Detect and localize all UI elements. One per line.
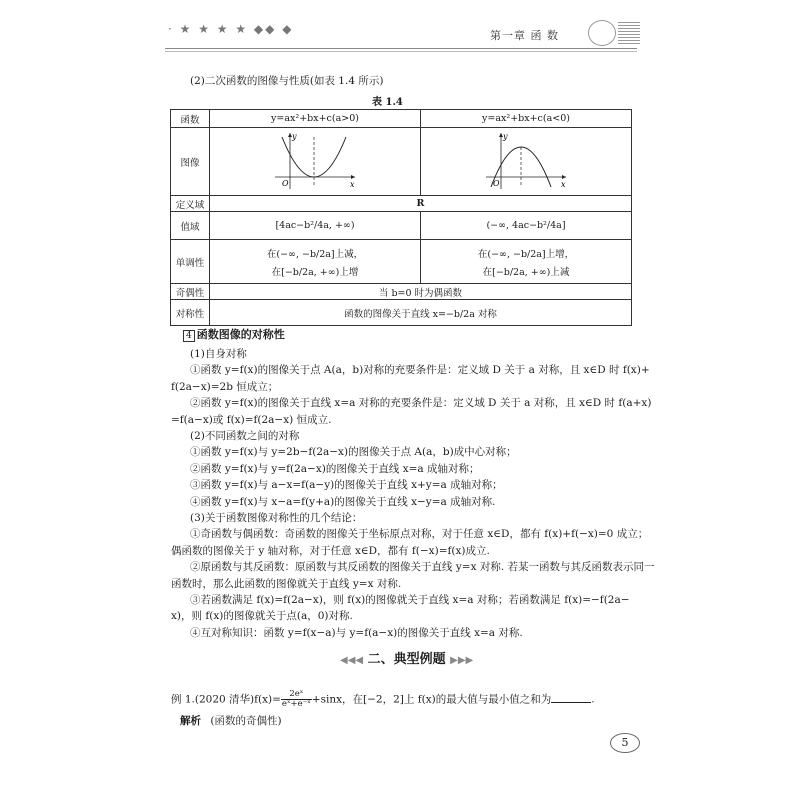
- analysis: [180, 713, 282, 728]
- row-label-range: 值域: [171, 212, 210, 240]
- graph-upward-parabola: [210, 128, 421, 196]
- row-label-graph: 图像: [171, 128, 210, 196]
- answer-blank[interactable]: [551, 702, 591, 703]
- fraction-numerator: 2eˣ: [281, 690, 312, 700]
- line-inverse-1: ②原函数与其反函数：原函数与其反函数的图像关于直线 y=x 对称. 若某一函数与其反函数表示同一: [190, 561, 655, 574]
- line-inverse-2: 函数时，那么此函数的图像就关于直线 y=x 对称.: [171, 577, 402, 590]
- line-self-symmetry: (1)自身对称: [190, 348, 247, 360]
- col-head-a-positive: y=ax²+bx+c(a>0): [210, 110, 421, 128]
- example-suffix: +sinx，在[−2，2]上 f(x)的最大值与最小值之和为: [311, 693, 552, 706]
- quadratic-table: [170, 109, 632, 326]
- line-axis-symmetry-1: ②函数 y=f(x)的图像关于直线 x=a 对称的充要条件是：定义域 D 关于 a 对称，且 x∈D 时 f(a+x): [190, 397, 652, 410]
- mono-left-line-1: 在(−∞, −b/2a]上减，: [266, 248, 364, 260]
- mono-a-negative: [421, 240, 632, 284]
- line-odd-even-1: ①奇函数与偶函数：奇函数的图像关于坐标原点对称，对于任意 x∈D，都有 f(x)+f(−x)=0 成立；: [190, 528, 649, 541]
- ornament-right: ▶▶▶: [450, 655, 474, 666]
- part-two-title: [340, 648, 473, 667]
- axis-y-label: y: [292, 132, 297, 141]
- origin-label: O: [282, 179, 289, 188]
- page-number: 5: [610, 733, 640, 753]
- line-between-2: ②函数 y=f(x)与 y=f(2a−x)的图像关于直线 x=a 成轴对称；: [190, 462, 480, 475]
- col-head-a-negative: y=ax²+bx+c(a<0): [421, 110, 632, 128]
- line-between-functions: (2)不同函数之间的对称: [190, 430, 300, 442]
- row-label-monotonicity: 单调性: [171, 240, 210, 284]
- origin-label: O: [493, 179, 500, 188]
- domain-value: R: [210, 196, 632, 212]
- chapter-title: 第一章 函 数: [490, 29, 559, 42]
- line-condition-2: x)，则 f(x)的图像就关于点(a，0)对称.: [171, 610, 353, 623]
- header-rule-2: [165, 51, 637, 52]
- line-between-1: ①函数 y=f(x)与 y=2b−f(2a−x)的图像关于点 A(a，b)成中心对称；: [190, 446, 517, 459]
- intro-text: (2)二次函数的图像与性质(如表 1.4 所示): [190, 75, 384, 87]
- table-caption: 表 1.4: [372, 97, 403, 108]
- line-between-4: ④函数 y=f(x)与 x−a=f(y+a)的图像关于直线 x−y=a 成轴对称.: [190, 495, 496, 508]
- range-a-negative: (−∞, 4ac−b²/4a]: [421, 212, 632, 240]
- parity-value: 当 b=0 时为偶函数: [210, 284, 632, 300]
- example-end: .: [591, 693, 595, 706]
- analysis-label: 解析: [180, 715, 201, 727]
- graph-downward-parabola: [421, 128, 632, 196]
- example-fraction: [281, 690, 312, 709]
- section-title: 函数图像的对称性: [196, 328, 285, 341]
- example-1: [171, 690, 595, 709]
- symmetry-value: 函数的图像关于直线 x=−b/2a 对称: [210, 300, 632, 326]
- mono-right-line-2: 在[−b/2a, +∞)上减: [482, 266, 570, 278]
- row-label-domain: 定义域: [171, 196, 210, 212]
- line-condition-1: ③若函数满足 f(x)=f(2a−x)，则 f(x)的图像就关于直线 x=a 对称；若函数满足 f(x)=−f(2a−: [190, 594, 630, 606]
- section-heading: [183, 326, 285, 342]
- line-axis-symmetry-2: =f(a−x)或 f(x)=f(2a−x) 恒成立.: [171, 413, 332, 426]
- mono-right-line-1: 在(−∞, −b/2a]上增，: [477, 248, 575, 260]
- section-number: 4: [183, 330, 195, 342]
- line-odd-even-2: 偶函数的图像关于 y 轴对称，对于任意 x∈D，都有 f(−x)=f(x)成立.: [171, 544, 490, 557]
- axis-x-label: x: [561, 180, 566, 189]
- row-label-symmetry: 对称性: [171, 300, 210, 326]
- header-stripes: [618, 22, 640, 44]
- line-between-3: ③函数 y=f(x)与 a−x=f(a−y)的图像关于直线 x+y=a 成轴对称；: [190, 479, 503, 492]
- mono-left-line-2: 在[−b/2a, +∞)上增: [271, 266, 359, 278]
- line-point-symmetry-2: f(2a−x)=2b 恒成立；: [171, 380, 279, 393]
- header-stars: · ★ ★ ★ ★ ◆◆ ◆: [168, 22, 294, 36]
- line-conclusions: (3)关于函数图像对称性的几个结论：: [190, 512, 363, 524]
- line-mutual-symmetry: ④互对称知识：函数 y=f(x−a)与 y=f(a−x)的图像关于直线 x=a 对称.: [190, 626, 523, 639]
- example-prefix: 例 1.(2020 清华)f(x)=: [171, 693, 281, 706]
- row-label-parity: 奇偶性: [171, 284, 210, 300]
- header-logo: [588, 20, 616, 46]
- axis-y-label: y: [503, 132, 508, 141]
- line-point-symmetry-1: ①函数 y=f(x)的图像关于点 A(a，b)对称的充要条件是：定义域 D 关于 a 对称，且 x∈D 时 f(x)+: [190, 364, 650, 377]
- axis-x-label: x: [350, 180, 355, 189]
- ornament-left: ◀◀◀: [340, 655, 364, 666]
- header-rule: [165, 48, 637, 49]
- mono-a-positive: [210, 240, 421, 284]
- fraction-denominator: eˣ+e⁻ˣ: [281, 699, 311, 709]
- row-label-function: 函数: [171, 110, 210, 128]
- analysis-tag: (函数的奇偶性): [210, 715, 282, 727]
- range-a-positive: [4ac−b²/4a, +∞): [210, 212, 421, 240]
- part-two-text: 二、典型例题: [367, 652, 446, 667]
